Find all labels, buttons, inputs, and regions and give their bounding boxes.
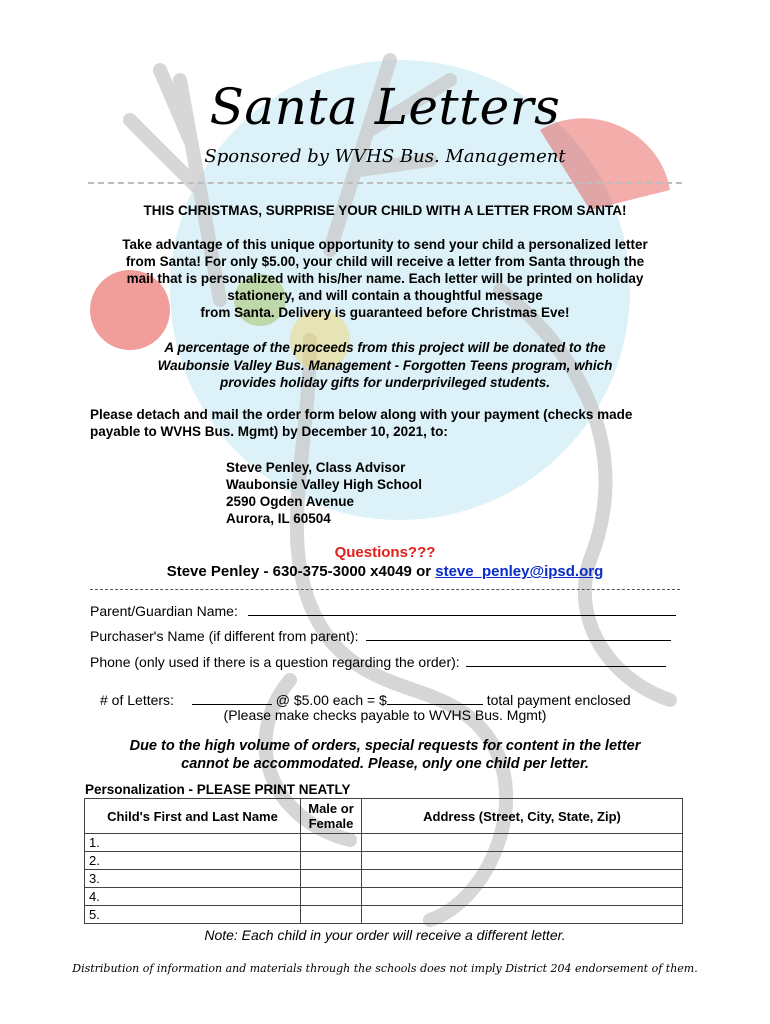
detach-line bbox=[90, 589, 680, 590]
address-cell[interactable] bbox=[362, 906, 683, 924]
contact-text: Steve Penley - 630-375-3000 x4049 or bbox=[166, 563, 436, 580]
intro-line: from Santa. Delivery is guaranteed before Christmas Eve! bbox=[200, 305, 570, 320]
gender-cell[interactable] bbox=[301, 834, 362, 852]
purchaser-name-row bbox=[90, 626, 671, 644]
address-line: Waubonsie Valley High School bbox=[226, 477, 423, 492]
gender-cell[interactable] bbox=[301, 852, 362, 870]
child-name-cell[interactable] bbox=[85, 906, 301, 924]
phone-label: Phone (only used if there is a question regarding the order): bbox=[90, 654, 460, 670]
donation-paragraph bbox=[120, 339, 650, 392]
intro-line: stationery, and will contain a thoughtful message bbox=[227, 288, 543, 303]
phone-row bbox=[90, 652, 666, 670]
gender-cell[interactable] bbox=[301, 870, 362, 888]
different-letter-note: Note: Each child in your order will receive a different letter. bbox=[204, 927, 566, 943]
instruction-line: Please detach and mail the order form below along with your payment (checks made bbox=[90, 407, 633, 422]
email-link[interactable]: steve_penley@ipsd.org bbox=[435, 563, 604, 580]
row-number: 3. bbox=[89, 871, 100, 886]
table-row bbox=[85, 870, 683, 888]
address-cell[interactable] bbox=[362, 834, 683, 852]
child-name-cell[interactable] bbox=[85, 852, 301, 870]
table-row bbox=[85, 888, 683, 906]
table-row bbox=[85, 906, 683, 924]
intro-paragraph bbox=[95, 236, 675, 321]
personalization-heading: Personalization - PLEASE PRINT NEATLY bbox=[85, 782, 351, 797]
address-cell[interactable] bbox=[362, 870, 683, 888]
mailing-address bbox=[226, 459, 422, 527]
parent-name-field[interactable] bbox=[248, 601, 676, 616]
check-note: (Please make checks payable to WVHS Bus. Mgmt) bbox=[223, 707, 547, 723]
child-name-cell[interactable] bbox=[85, 870, 301, 888]
column-header-address: Address (Street, City, State, Zip) bbox=[362, 799, 683, 834]
table-row bbox=[85, 834, 683, 852]
instruction-line: payable to WVHS Bus. Mgmt) by December 10, 2021, to: bbox=[90, 424, 448, 439]
purchaser-name-label: Purchaser's Name (if different from parent): bbox=[90, 628, 359, 644]
letters-count-field[interactable] bbox=[192, 690, 272, 705]
donation-line: provides holiday gifts for underprivileged students. bbox=[219, 375, 551, 390]
page-subtitle: Sponsored by WVHS Bus. Management bbox=[204, 146, 566, 167]
personalization-table bbox=[84, 798, 683, 924]
payment-total-field[interactable] bbox=[387, 690, 483, 705]
mailing-instructions bbox=[90, 406, 690, 440]
letters-price: @ $5.00 each = $ bbox=[275, 692, 387, 708]
donation-line: A percentage of the proceeds from this project will be donated to the bbox=[164, 340, 606, 355]
warning-line: cannot be accommodated. Please, only one child per letter. bbox=[181, 756, 589, 772]
page-title: Santa Letters bbox=[209, 78, 561, 136]
row-number: 2. bbox=[89, 853, 100, 868]
intro-line: mail that is personalized with his/her name. Each letter will be printed on holiday bbox=[126, 271, 644, 286]
address-cell[interactable] bbox=[362, 852, 683, 870]
district-disclaimer: Distribution of information and materials through the schools does not imply District 204 endorsement of them. bbox=[72, 962, 698, 975]
column-header-gender: Male or Female bbox=[301, 799, 362, 834]
child-name-cell[interactable] bbox=[85, 888, 301, 906]
parent-name-row bbox=[90, 601, 676, 619]
parent-name-label: Parent/Guardian Name: bbox=[90, 603, 238, 619]
gender-cell[interactable] bbox=[301, 906, 362, 924]
intro-line: from Santa! For only $5.00, your child will receive a letter from Santa through the bbox=[125, 254, 645, 269]
address-line: Steve Penley, Class Advisor bbox=[226, 460, 406, 475]
warning-line: Due to the high volume of orders, special requests for content in the letter bbox=[129, 738, 641, 754]
donation-line: Waubonsie Valley Bus. Management - Forgotten Teens program, which bbox=[157, 357, 613, 373]
letters-total-label: total payment enclosed bbox=[486, 692, 631, 708]
phone-field[interactable] bbox=[466, 652, 666, 667]
column-header-name: Child's First and Last Name bbox=[85, 799, 301, 834]
address-cell[interactable] bbox=[362, 888, 683, 906]
row-number: 4. bbox=[89, 889, 100, 904]
table-row bbox=[85, 852, 683, 870]
gender-cell[interactable] bbox=[301, 888, 362, 906]
child-name-cell[interactable] bbox=[85, 834, 301, 852]
purchaser-name-field[interactable] bbox=[366, 626, 671, 641]
row-number: 1. bbox=[89, 835, 100, 850]
contact-line bbox=[0, 563, 770, 580]
questions-heading: Questions??? bbox=[334, 544, 436, 561]
intro-line: Take advantage of this unique opportunity to send your child a personalized letter bbox=[122, 237, 648, 252]
address-line: Aurora, IL 60504 bbox=[226, 511, 331, 526]
address-line: 2590 Ogden Avenue bbox=[226, 494, 355, 509]
special-requests-warning bbox=[0, 737, 770, 773]
table-header-row bbox=[85, 799, 683, 834]
decorative-divider bbox=[88, 182, 682, 184]
headline: THIS CHRISTMAS, SURPRISE YOUR CHILD WITH A LETTER FROM SANTA! bbox=[143, 203, 627, 218]
letters-label: # of Letters: bbox=[100, 692, 174, 708]
letters-row bbox=[100, 690, 631, 708]
row-number: 5. bbox=[89, 907, 100, 922]
